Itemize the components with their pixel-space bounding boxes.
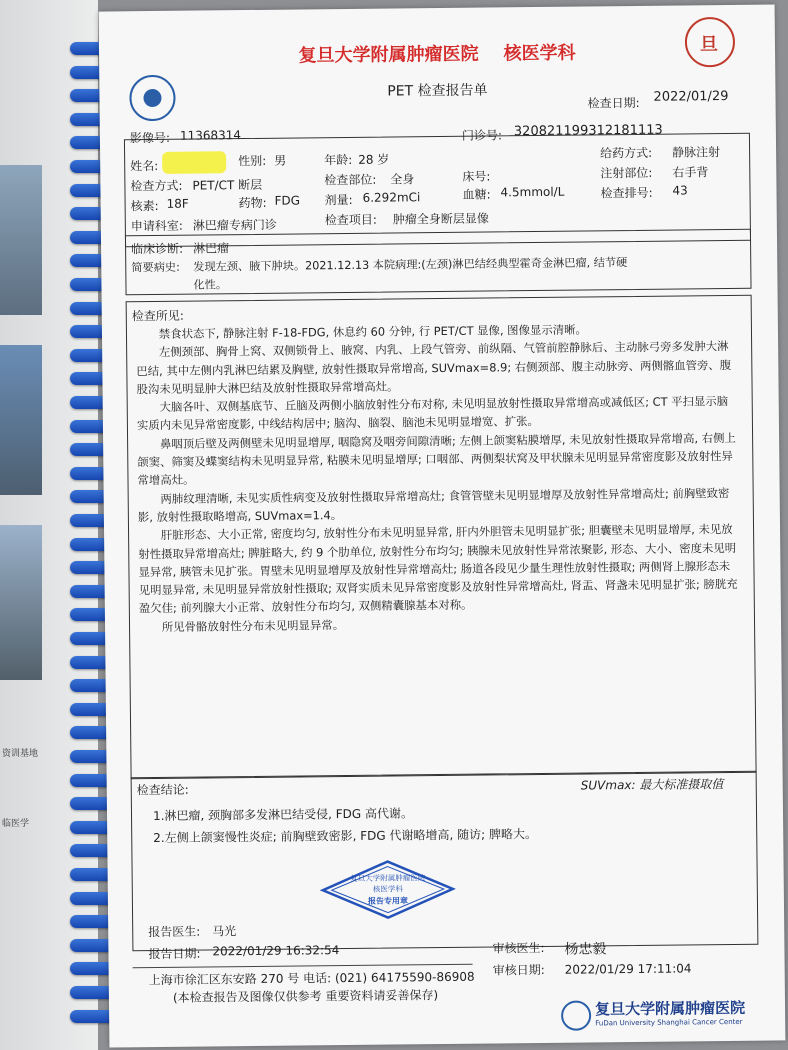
findings-text [136,319,739,636]
clinic-no: 320821199312181113 [513,122,663,140]
review-date-label: 审核日期: [492,962,545,978]
age: 28 岁 [358,152,390,167]
footer-hospital-name: 复旦大学附属肿瘤医院 [594,998,746,1019]
dose: 6.292mCi [362,190,421,205]
report-date-label: 报告日期: [148,946,201,962]
findings-label: 检查所见: [131,308,184,324]
admin-method-label: 给药方式: [600,145,653,161]
nuclide-label: 核素: [130,198,159,214]
history-line-1: 发现左颈、腋下肿块。2021.12.13 本院病理:(左颈)淋巴结经典型霍奇金淋巴瘤, 结节硬 [193,256,628,274]
queue: 43 [672,183,688,198]
dept-label: 申请科室: [130,218,183,234]
history-label: 简要病史: [131,260,180,275]
conclusion-item: 2.左侧上颌窦慢性炎症; 前胸壁致密影, FDG 代谢略增高, 随访; 脾略大。 [153,827,537,846]
adjacent-photo [0,525,42,680]
queue-label: 检查排号: [600,185,653,201]
bed-label: 床号: [462,169,491,184]
stamp-line-2: 核医学科 [372,884,403,894]
history-line-2: 化性。 [193,278,228,292]
name-label: 姓名: [130,158,159,174]
drug: FDG [274,193,301,208]
report-sheet [99,4,786,1047]
findings-paragraph: 鼻咽顶后壁及两侧壁未见明显增厚, 咽隐窝及咽旁间隙清晰; 左侧上颌窦粘膜增厚, 未见放射性摄取异常增高, 右侧上颌窦、筛窦及蝶窦结构未见明显异常, 粘膜未见明显增厚; 口咽部、两侧梨状窝及甲状腺未见明显异常密度影及放射性异常增高灶。 [137,430,736,488]
suv-note: SUVmax: 最大标准摄取值 [580,777,724,793]
admin-method: 静脉注射 [672,145,721,160]
adjacent-text: 临医学 [2,819,30,829]
report-stamp [319,858,456,921]
gender-label: 性别: [238,153,267,169]
adjacent-text: 资训基地 [2,749,39,759]
dose-label: 剂量: [324,192,353,208]
report-header [99,36,775,69]
findings-paragraph: 左侧颈部、胸骨上窝、双侧锁骨上、腋窝、内乳、上段气管旁、前纵隔、气管前腔静脉后、主动脉弓旁多发肿大淋巴结, 其中左侧内乳淋巴结累及胸壁, 放射性摄取异常增高, SUVmax=8.9; 右侧颈部、腹主动脉旁、两侧髂血管旁、腹股沟未见明显肿大淋巴结及放射性摄取异常增高灶。 [136,339,732,397]
item: 肿瘤全身断层显像 [392,211,489,227]
reviewer: 杨忠毅 [564,941,607,958]
glucose: 4.5mmol/L [500,184,565,200]
review-date: 2022/01/29 17:11:04 [564,961,692,977]
nuclide: 18F [166,196,189,211]
image-no: 11368314 [179,128,242,143]
conclusion-item: 1.淋巴瘤, 颈胸部多发淋巴结受侵, FDG 高代谢。 [152,806,414,824]
stamp-line-3: 报告专用章 [367,896,408,906]
part-label: 检查部位: [324,172,377,188]
method: PET/CT 断层 [192,177,263,193]
findings-paragraph: 所见骨骼放射性分布未见明显异常。 [161,617,345,634]
stamp-line-1: 复旦大学附属肿瘤医院 [350,873,426,883]
footer-hospital-en: FuDan University Shanghai Cancer Center [595,1017,743,1028]
drug-label: 药物: [238,195,267,211]
adjacent-photo [0,345,42,495]
report-date: 2022/01/29 16:32:54 [212,943,340,959]
findings-paragraph: 大脑各叶、双侧基底节、丘脑及两侧小脑放射性分布对称, 未见明显放射性摄取异常增高或减低区; CT 平扫显示脑实质内未见异常密度影, 中线结构居中; 脑沟、脑裂、脑池未见明显增宽、扩张。 [136,394,729,433]
report-title: PET 检查报告单 [387,82,488,100]
inject-site-label: 注射部位: [600,165,653,181]
adjacent-photo [0,165,42,315]
footer-note: (本检查报告及图像仅供参考 重要资料请妥善保存) [172,988,439,1005]
department-name: 核医学科 [503,42,576,65]
gender: 男 [274,153,287,168]
glucose-label: 血糖: [462,187,491,202]
inject-site: 右手背 [672,165,709,180]
clinic-no-label: 门诊号: [461,128,503,143]
dept: 淋巴瘤专病门诊 [192,217,277,233]
diagnosis-label: 临床诊断: [131,241,184,257]
part: 全身 [390,172,415,187]
findings-paragraph: 两肺纹理清晰, 未见实质性病变及放射性摄取异常增高灶; 食管管壁未见明显增厚及放射性异常增高灶; 前胸壁致密影, 放射性摄取略增高, SUVmax=1.4。 [137,485,730,525]
conclusion-label: 检查结论: [136,782,189,798]
method-label: 检查方式: [130,178,183,194]
exam-date: 2022/01/29 [653,88,729,105]
age-label: 年龄: [324,152,353,168]
reviewer-label: 审核医生: [492,940,545,956]
exam-date-label: 检查日期: [587,95,640,111]
item-label: 检查项目: [324,212,377,228]
hospital-name: 复旦大学附属肿瘤医院 [298,43,479,67]
findings-paragraph: 肝脏形态、大小正常, 密度均匀, 放射性分布未见明显异常, 肝内外胆管未见明显扩张; 胆囊壁未见明显增厚, 未见放射性摄取异常增高灶; 脾脏略大, 约 9 个肋单位, 放射性分布均匀; 胰腺未见放射性异常浓聚影, 形态、大小、密度未见明显异常, 胰管未见扩张。胃壁未见明显增厚及放射性异常增高灶; 肠道各段见少量生理性放射性摄取; 两侧肾上腺形态未见明显异常, 未见明显异常放射性摄取; 双肾实质未见异常密度影及放射性异常增高灶, 肾盂、肾盏未见明显扩张; 膀胱充盈欠佳; 前列腺大小正常、放射性分布均匀, 双侧精囊腺基本对称。 [138,522,738,616]
findings-paragraph: 禁食状态下, 静脉注射 F-18-FDG, 休息约 60 分钟, 行 PET/CT 显像, 图像显示清晰。 [158,322,587,341]
footer-address: 上海市徐汇区东安路 270 号 电话: (021) 64175590-86908 [148,969,475,988]
footer-hospital-logo-icon [561,1000,591,1030]
redaction-highlight [162,151,226,174]
diagnosis: 淋巴瘤 [193,241,230,256]
university-seal-icon: 旦 [685,17,736,68]
image-no-label: 影像号: [129,130,171,146]
reporter: 马光 [212,924,237,939]
reporter-label: 报告医生: [148,924,201,940]
